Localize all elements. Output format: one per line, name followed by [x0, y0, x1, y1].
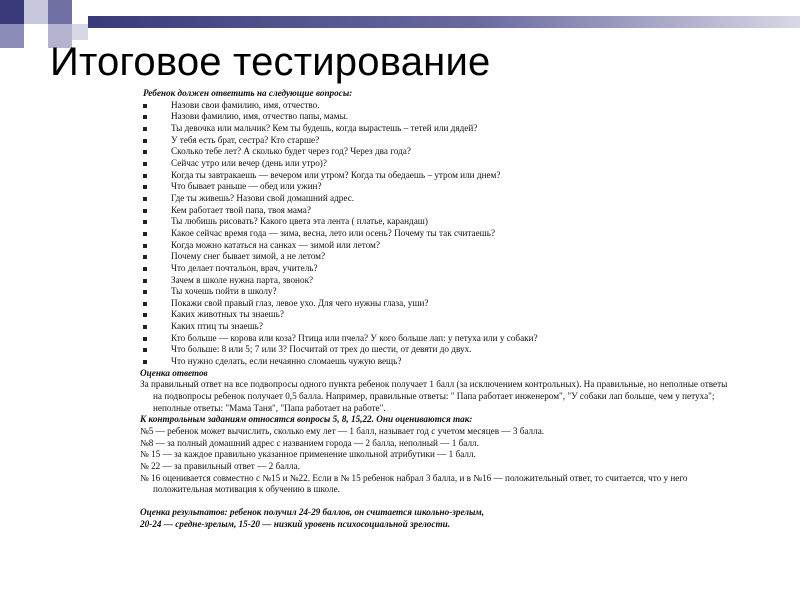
control-item: № 16 оценивается совместно с №15 и №22. Если в № 15 ребенок набрал 3 балла, и в №16 — положительный ответ, то считается, что у него положительная мотивация к обучению в школе. — [140, 472, 688, 495]
control-item: № 22 — за правильный ответ — 2 балла. — [140, 461, 300, 471]
question-item: Что нужно сделать, если нечаянно сломаешь чужую вещь? — [140, 356, 730, 368]
question-item: Ты девочка или мальчик? Кем ты будешь, когда вырастешь – тетей или дядей? — [140, 123, 730, 135]
control-item: № 15 — за каждое правильно указанное применение школьной атрибутики — 1 балл. — [140, 449, 476, 460]
question-item: Когда ты завтракаешь — вечером или утром? Когда ты обедаешь – утром или днем? — [140, 170, 730, 182]
decor-square-4 — [0, 24, 24, 48]
question-item: Что бывает раньше — обед или ужин? — [140, 181, 730, 193]
question-item: Кем работает твой папа, твоя мама? — [140, 205, 730, 217]
question-item: Почему снег бывает зимой, а не летом? — [140, 251, 730, 263]
question-item: Ты хочешь пойти в школу? — [140, 286, 730, 298]
intro-text: Ребенок должен ответить на следующие вопросы: — [143, 88, 353, 98]
question-item: Сейчас утро или вечер (день или утро)? — [140, 158, 730, 170]
results-line-2: 20-24 — средне-зрелым, 15-20 — низкий уровень психосоциальной зрелости. — [140, 518, 451, 529]
question-item: Ты любишь рисовать? Какого цвета эта лента ( платье, карандаш) — [140, 216, 730, 228]
slide-title: Итоговое тестирование — [50, 40, 491, 84]
question-item: Назови свои фамилию, имя, отчество. — [140, 100, 730, 112]
slide-content — [140, 88, 730, 530]
control-heading: К контрольным заданиям относятся вопросы 5, 8, 15,22. Они оцениваются так: — [140, 414, 473, 425]
control-item: №5 — ребенок может вычислить, сколько ему лет — 1 балл, называет год с учетом месяцев — 3 балла. — [140, 426, 545, 437]
question-item: Кто больше — корова или коза? Птица или пчела? У кого больше лап: у петуха или у собаки? — [140, 333, 730, 345]
question-item: Каких животных ты знаешь? — [140, 309, 730, 321]
scoring-text: За правильный ответ на все подвопросы одного пункта ребенок получает 1 балл (за исключением контрольных). На правильные, но неполные ответы на подвопросы ребенок получает 0,5 балла. Например, правильные ответы: " Папа работает инженером", "У собаки лап больше, чем у петуха"; неполные ответы: "Мама Таня", "Папа работает на работе". — [140, 379, 728, 413]
decor-square-2 — [24, 0, 48, 24]
question-item: Сколько тебе лет? А сколько будет через год? Через два года? — [140, 146, 730, 158]
spacer — [140, 496, 730, 507]
control-item: №8 — за полный домашний адрес с названием города — 2 балла, неполный — 1 балл. — [140, 437, 479, 448]
question-item: Каких птиц ты знаешь? — [140, 321, 730, 333]
question-item: Где ты живешь? Назови свой домашний адрес. — [140, 193, 730, 205]
question-item: Когда можно кататься на санках — зимой или летом? — [140, 240, 730, 252]
control-items — [140, 426, 730, 496]
question-item: Какое сейчас время года — зима, весна, лето или осень? Почему ты так считаешь? — [140, 228, 730, 240]
question-item: Покажи свой правый глаз, левое ухо. Для чего нужны глаза, уши? — [140, 298, 730, 310]
header-bar — [88, 16, 800, 28]
question-item: Зачем в школе нужна парта, звонок? — [140, 275, 730, 287]
decor-square-6 — [72, 24, 88, 40]
decor-square-1 — [0, 0, 24, 24]
question-item: Назови фамилию, имя, отчество папы, мамы. — [140, 111, 730, 123]
decor-square-3 — [48, 0, 72, 24]
question-item: Что делает почтальон, врач, учитель? — [140, 263, 730, 275]
question-item: Что больше: 8 или 5; 7 или 3? Посчитай от трех до шести, от девяти до двух. — [140, 344, 730, 356]
results-line-1: Оценка результатов: ребенок получил 24-29 баллов, он считается школьно-зрелым, — [140, 506, 484, 517]
question-list — [140, 100, 730, 368]
question-item: У тебя есть брат, сестра? Кто старше? — [140, 135, 730, 147]
scoring-heading: Оценка ответов — [140, 367, 208, 378]
